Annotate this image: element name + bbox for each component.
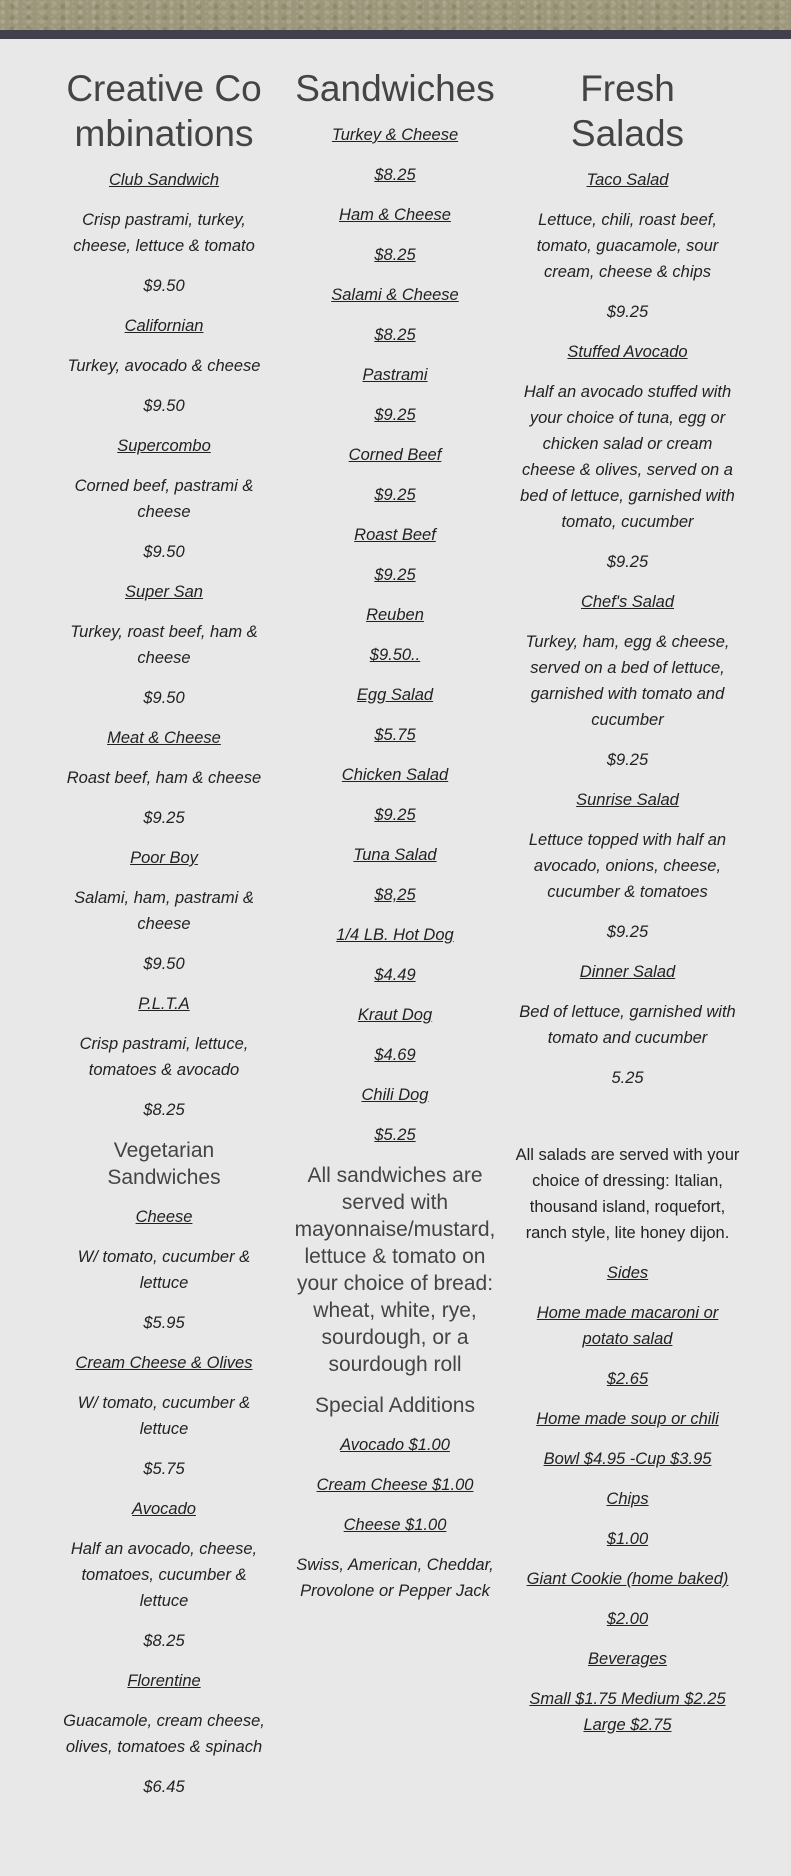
menu-item-title: Supercombo [117, 437, 211, 455]
menu-item-title: Cheese $1.00 [343, 1516, 447, 1534]
menu-item-price: $9.25 [143, 809, 185, 827]
menu-item-title: $8.25 [374, 246, 416, 264]
menu-item-title: Bowl $4.95 -Cup $3.95 [543, 1450, 712, 1468]
menu-item-title: Super San [125, 583, 203, 601]
header-bar [0, 30, 791, 39]
menu-item-price: $9.50 [143, 543, 185, 561]
column-heading: Sandwiches [295, 68, 495, 109]
menu-item-title: Chicken Salad [341, 766, 449, 784]
menu-item-description: Swiss, American, Cheddar, Provolone or Pepper Jack [296, 1556, 494, 1600]
menu-item-title: Egg Salad [356, 686, 434, 704]
menu-item-description: Roast beef, ham & cheese [66, 769, 262, 787]
menu-item-price: $9.50 [143, 397, 185, 415]
menu-item-price: $9.50 [143, 277, 185, 295]
section-subheading: Special Additions [315, 1394, 475, 1417]
menu-item-price: $5.75 [143, 1460, 185, 1478]
menu-item-title: Stuffed Avocado [567, 343, 688, 361]
menu-item-price: $6.45 [143, 1778, 185, 1796]
spacer [515, 1105, 740, 1142]
menu-item-title: Pastrami [362, 366, 428, 384]
menu-item-price: $9.25 [606, 303, 649, 321]
menu-item-title: Corned Beef [348, 446, 442, 464]
menu-item-title: Chips [606, 1490, 649, 1508]
menu-item-title: Salami & Cheese [331, 286, 459, 304]
menu-item-description: Turkey, roast beef, ham & cheese [70, 623, 258, 667]
menu-item-title: $8.25 [374, 326, 416, 344]
menu-item-title: Roast Beef [354, 526, 436, 544]
menu-item-title: Reuben [366, 606, 424, 624]
menu-item-title: $8,25 [374, 886, 416, 904]
column-heading: Fresh Salads [570, 68, 685, 154]
menu-item-title: Turkey & Cheese [331, 126, 459, 144]
menu-item-description: Lettuce topped with half an avocado, onions, cheese, cucumber & tomatoes [528, 831, 727, 901]
menu-item-description: Bed of lettuce, garnished with tomato and cucumber [519, 1003, 736, 1047]
menu-item-title: Small $1.75 Medium $2.25 Large $2.75 [529, 1690, 726, 1734]
menu-item-title: Sides [606, 1264, 649, 1282]
menu-item-description: Crisp pastrami, turkey, cheese, lettuce & tomato [73, 211, 255, 255]
column-fresh-salads [515, 66, 740, 1752]
menu-item-title: $9.25 [374, 566, 416, 584]
menu-item-description: Corned beef, pastrami & cheese [74, 477, 254, 521]
menu-item-title: Club Sandwich [108, 171, 220, 189]
menu-item-title: $5.75 [374, 726, 416, 744]
menu-item-title: 1/4 LB. Hot Dog [336, 926, 454, 944]
menu-item-title: Florentine [127, 1672, 201, 1690]
menu-item-price: $9.25 [606, 751, 649, 769]
menu-item-title: Beverages [588, 1650, 667, 1668]
menu-item-description: Turkey, avocado & cheese [67, 357, 261, 375]
column-heading: Creative Combinations [66, 68, 262, 154]
menu-item-title: Home made macaroni or potato salad [536, 1304, 719, 1348]
menu-item-title: Californian [124, 317, 204, 335]
menu-item-description: Salami, ham, pastrami & cheese [74, 889, 254, 933]
menu-item-title: $4.49 [374, 966, 416, 984]
menu-item-price: $9.50 [143, 689, 185, 707]
menu-item-title: Cream Cheese & Olives [75, 1354, 253, 1372]
menu-item-title: $9.50.. [369, 646, 421, 664]
section-subheading: Vegetarian Sandwiches [107, 1139, 221, 1189]
menu-item-title: Sunrise Salad [576, 791, 679, 809]
menu-item-title: $1.00 [606, 1530, 649, 1548]
menu-item-description: Half an avocado stuffed with your choice of tuna, egg or chicken salad or cream cheese & olives, served on a bed of lettuce, garnished with tomato, cucumber [520, 383, 735, 531]
menu-item-title: $2.65 [606, 1370, 649, 1388]
menu-item-title: Meat & Cheese [107, 729, 221, 747]
menu-item-title: $5.25 [374, 1126, 416, 1144]
menu-item-description: W/ tomato, cucumber & lettuce [77, 1248, 251, 1292]
menu-item-price: $9.50 [143, 955, 185, 973]
menu-item-price: $8.25 [143, 1632, 185, 1650]
menu-item-price: $5.95 [143, 1314, 185, 1332]
menu-item-title: $2.00 [606, 1610, 649, 1628]
menu-item-description: Guacamole, cream cheese, olives, tomatoes & spinach [63, 1712, 265, 1756]
menu-item-title: Cheese [135, 1208, 193, 1226]
menu-item-title: $9.25 [374, 486, 416, 504]
menu-item-title: Chef's Salad [580, 593, 675, 611]
menu-item-title: Avocado [132, 1500, 196, 1518]
menu-item-price: $8.25 [143, 1101, 185, 1119]
menu-item-description: Lettuce, chili, roast beef, tomato, guacamole, sour cream, cheese & chips [536, 211, 719, 281]
menu-item-title: Dinner Salad [579, 963, 676, 981]
menu-item-title: Avocado $1.00 [340, 1436, 450, 1454]
menu-note: All sandwiches are served with mayonnaise/mustard, lettuce & tomato on your choice of bread: wheat, white, rye, sourdough, or a sourdough roll [294, 1164, 496, 1376]
menu-item-title: Chili Dog [361, 1086, 429, 1104]
menu-item-title: P.L.T.A [138, 995, 190, 1013]
menu-item-description: Turkey, ham, egg & cheese, served on a bed of lettuce, garnished with tomato and cucumber [525, 633, 730, 729]
menu-item-title: Cream Cheese $1.00 [316, 1476, 474, 1494]
column-creative-combinations [55, 66, 273, 1814]
menu-item-description: W/ tomato, cucumber & lettuce [77, 1394, 251, 1438]
menu-item-price: $9.25 [606, 923, 649, 941]
header-banner [0, 0, 791, 30]
column-sandwiches [285, 66, 505, 1618]
menu-item-title: Home made soup or chili [536, 1410, 719, 1428]
menu-item-title: Ham & Cheese [339, 206, 451, 224]
menu-item-title: $9.25 [374, 806, 416, 824]
menu-item-title: $8.25 [374, 166, 416, 184]
menu-item-title: Taco Salad [586, 171, 669, 189]
menu-item-title: Kraut Dog [357, 1006, 433, 1024]
menu-item-title: Giant Cookie (home baked) [526, 1570, 729, 1588]
menu-item-title: Tuna Salad [353, 846, 437, 864]
menu-item-description: Half an avocado, cheese, tomatoes, cucumber & lettuce [70, 1540, 258, 1610]
menu-item-price: 5.25 [611, 1069, 644, 1087]
menu-note: All salads are served with your choice of dressing: Italian, thousand island, roquefort, ranch style, lite honey dijon. [515, 1146, 740, 1242]
menu-item-price: $9.25 [606, 553, 649, 571]
menu-item-title: Poor Boy [130, 849, 198, 867]
menu-item-title: $9.25 [374, 406, 416, 424]
menu-item-description: Crisp pastrami, lettuce, tomatoes & avocado [79, 1035, 249, 1079]
menu-item-title: $4.69 [374, 1046, 416, 1064]
